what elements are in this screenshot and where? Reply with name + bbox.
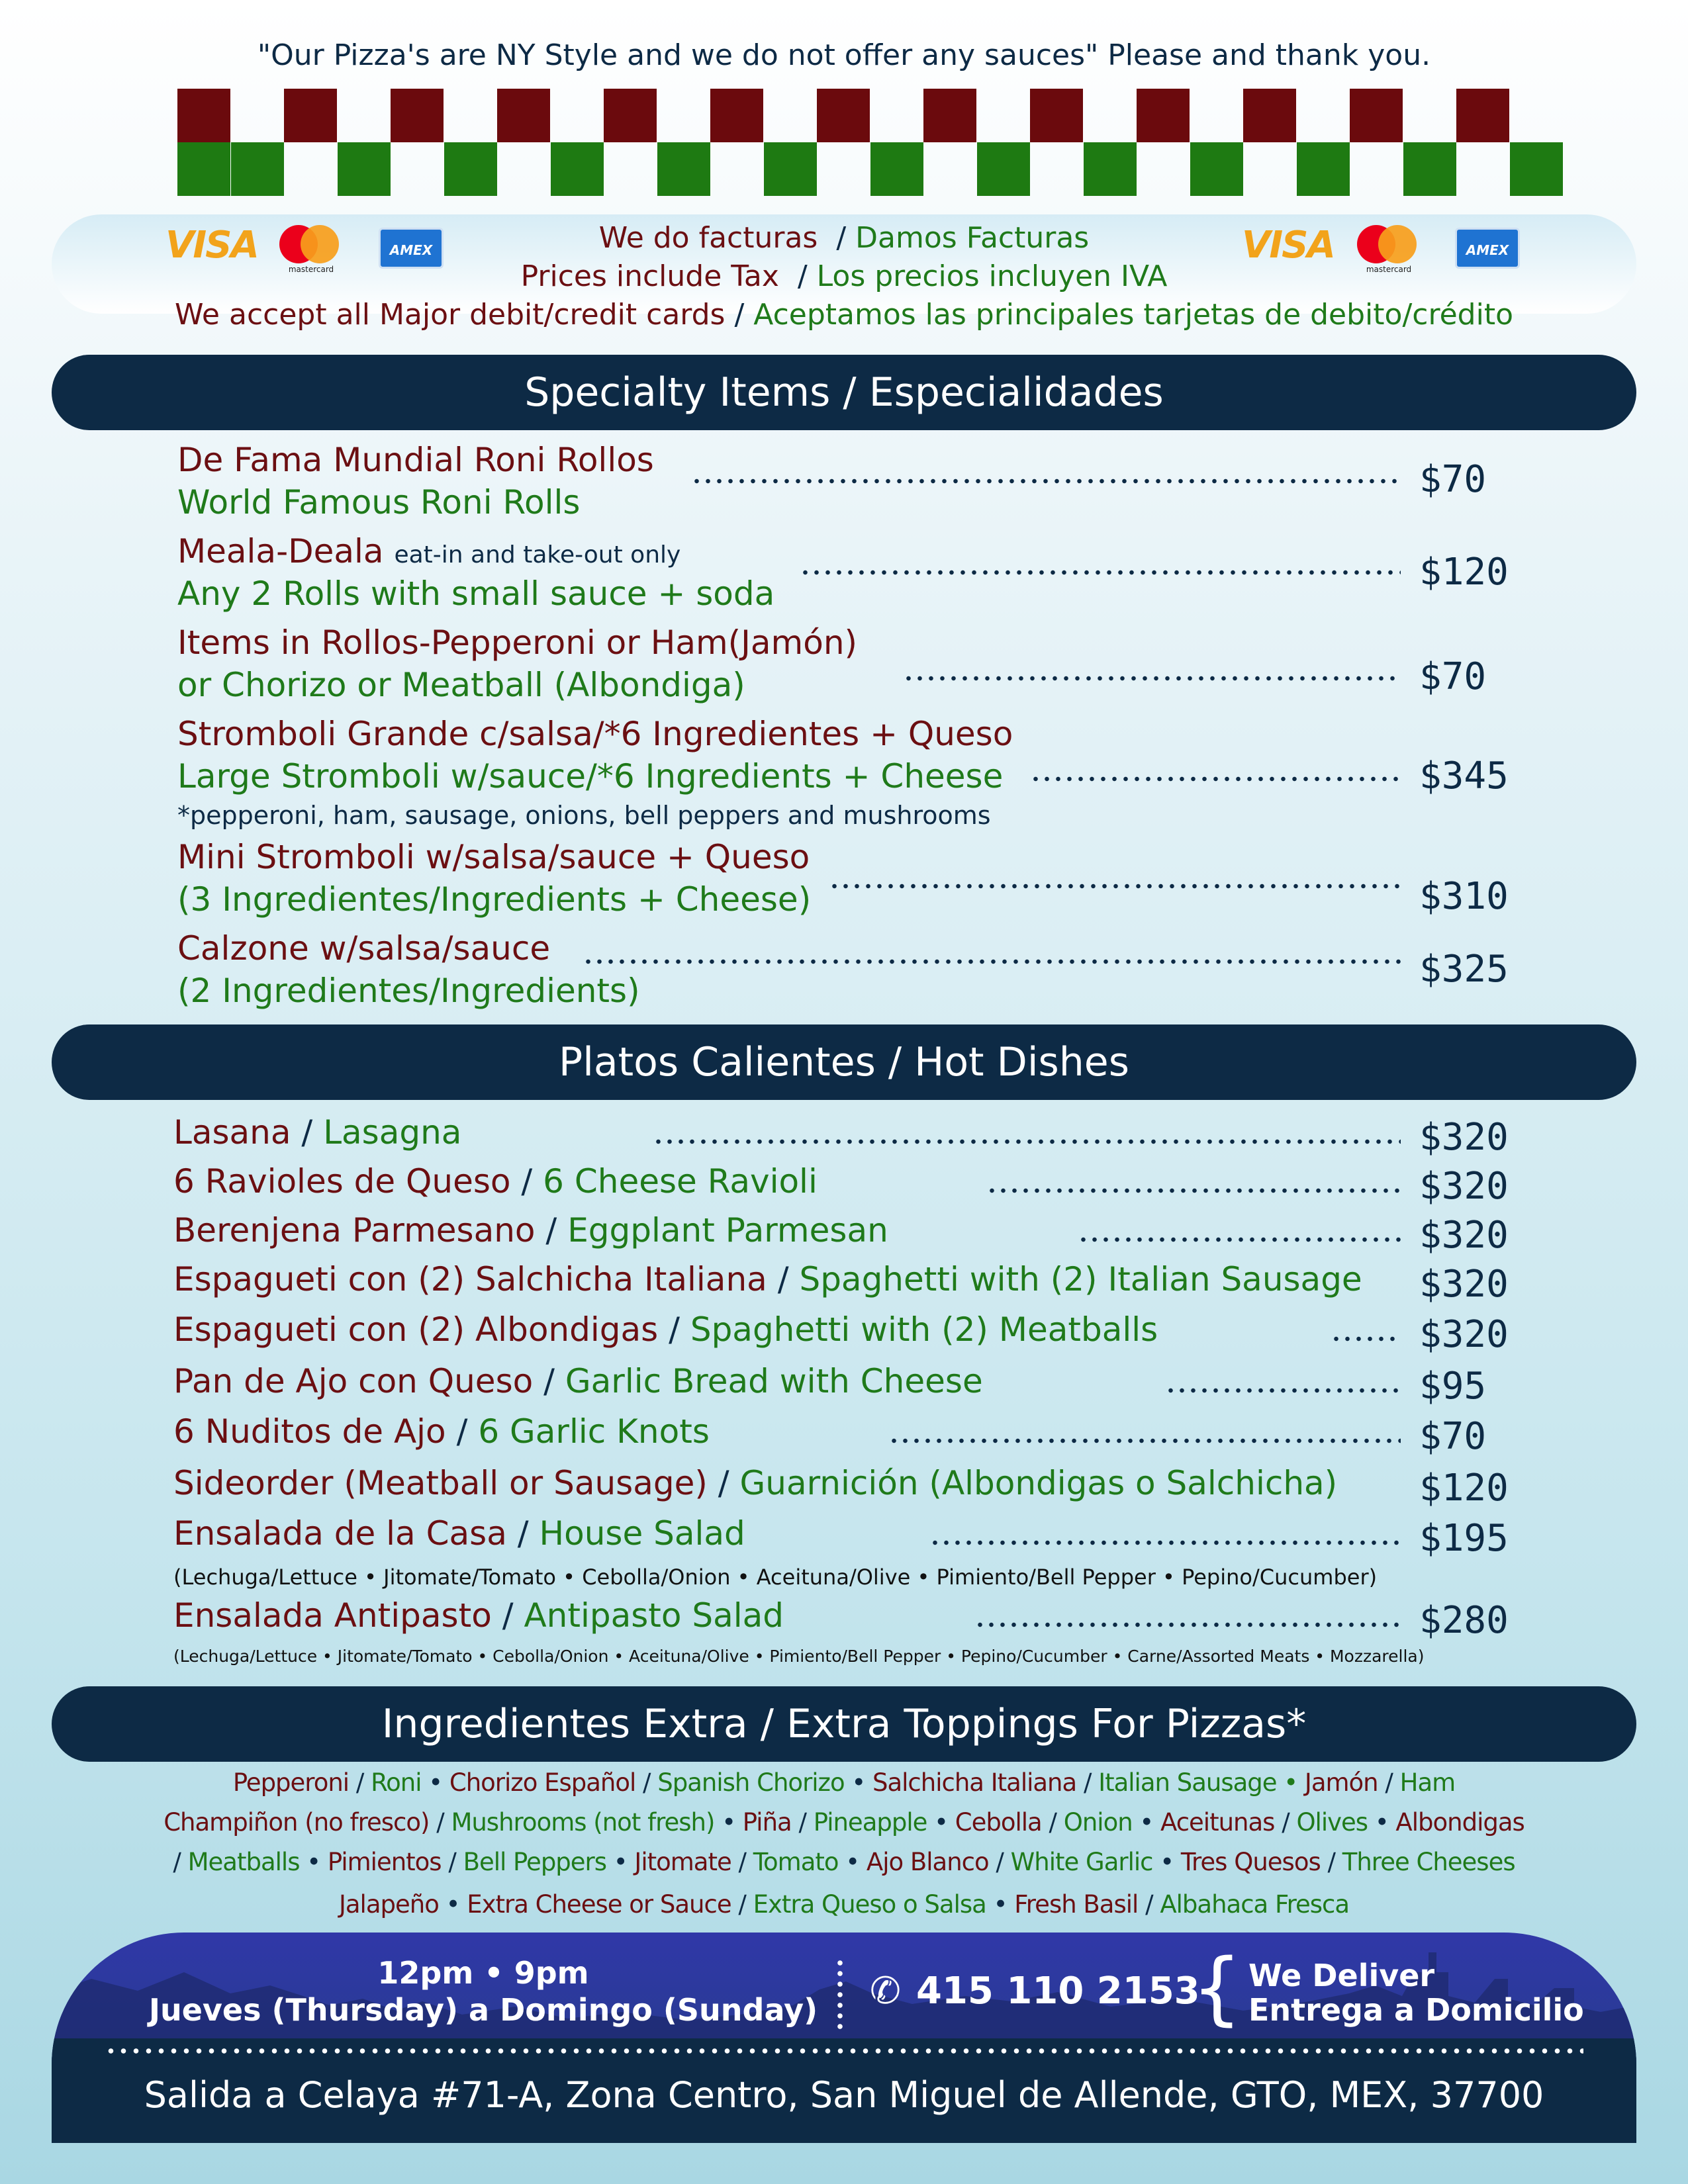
- hot-dish-price: $95: [1419, 1365, 1487, 1408]
- spec-1-price: $70: [1419, 458, 1487, 501]
- hot-dish-price: $320: [1419, 1263, 1509, 1306]
- checker-square: [1350, 89, 1403, 142]
- checker-square: [710, 89, 763, 142]
- hours-text: 12pm • 9pm: [377, 1955, 589, 1991]
- hot-dish-en: 6 Garlic Knots: [478, 1412, 710, 1451]
- dot-leader: [1078, 1236, 1401, 1243]
- hot-dish-en: House Salad: [539, 1514, 745, 1553]
- hot-dish-row: [173, 1162, 818, 1201]
- toppings-line-1: Pepperoni / Roni • Chorizo Español / Spanish Chorizo • Salchicha Italiana / Italian Sausage • Jamón / Ham: [232, 1768, 1456, 1797]
- phone-number[interactable]: 415 110 2153: [916, 1970, 1200, 2013]
- facturas-line: We do facturas / Damos Facturas: [598, 221, 1090, 255]
- hot-dish-en: Guarnición (Albondigas o Salchicha): [739, 1464, 1338, 1502]
- hot-dish-es: Berenjena Parmesano: [173, 1211, 536, 1250]
- checker-square: [1243, 89, 1296, 142]
- checker-square: [1030, 89, 1083, 142]
- brace-icon: {: [1192, 1942, 1243, 2034]
- visa-logo: VISA: [165, 224, 258, 267]
- toppings-header: Ingredientes Extra / Extra Toppings For Pizzas*: [52, 1686, 1636, 1762]
- hot-dish-row: [173, 1464, 1337, 1502]
- checker-square: [551, 142, 604, 196]
- tax-line: Prices include Tax / Los precios incluyen IVA: [520, 259, 1168, 293]
- hot-dish-en: Spaghetti with (2) Meatballs: [690, 1310, 1158, 1349]
- checker-square: [444, 142, 497, 196]
- dot-leader: [1030, 776, 1401, 782]
- visa-logo-right: VISA: [1242, 224, 1335, 267]
- deliver-es: Entrega a Domicilio: [1248, 1992, 1584, 2028]
- separator: /: [517, 1514, 529, 1553]
- dot-leader: [903, 675, 1401, 682]
- spec-6-en: (2 Ingredientes/Ingredients): [177, 972, 640, 1010]
- spec-3-en: or Chorizo or Meatball (Albondiga): [177, 666, 745, 704]
- checker-square: [1137, 89, 1190, 142]
- spec-1-en: World Famous Roni Rolls: [177, 483, 581, 522]
- checker-square: [1403, 142, 1456, 196]
- checker-square: [391, 89, 444, 142]
- checker-square: [177, 89, 230, 142]
- hot-dish-es: Espagueti con (2) Albondigas: [173, 1310, 659, 1349]
- mastercard-logo: mastercard: [279, 225, 343, 274]
- checker-square: [1190, 142, 1243, 196]
- amex-logo: AMEX: [379, 228, 444, 269]
- hot-dish-es: Ensalada de la Casa: [173, 1514, 507, 1553]
- spec-1-es: De Fama Mundial Roni Rollos: [177, 441, 654, 479]
- amex-logo-right: AMEX: [1455, 228, 1520, 269]
- separator: /: [502, 1596, 514, 1635]
- checker-square: [977, 142, 1030, 196]
- checker-square: [657, 142, 710, 196]
- spec-5-es: Mini Stromboli w/salsa/sauce + Queso: [177, 838, 810, 876]
- hot-dish-row: [173, 1260, 1362, 1298]
- hot-dish-row: [173, 1310, 1158, 1349]
- checker-square: [604, 89, 657, 142]
- antipasto-note: (Lechuga/Lettuce • Jitomate/Tomato • Cebolla/Onion • Aceituna/Olive • Pimiento/Bell Pepper • Pepino/Cucumber • Carne/Assorted Meats • Mozzarella): [173, 1647, 1425, 1666]
- specialty-header: Specialty Items / Especialidades: [52, 355, 1636, 430]
- toppings-line-2: Champiñon (no fresco) / Mushrooms (not fresh) • Piña / Pineapple • Cebolla / Onion • Aceitunas / Olives • Albondigas: [164, 1808, 1524, 1837]
- separator: /: [669, 1310, 680, 1349]
- separator: /: [545, 1211, 557, 1250]
- hot-dishes-header: Platos Calientes / Hot Dishes: [52, 1024, 1636, 1100]
- hot-dish-row: [173, 1113, 461, 1152]
- dot-leader: [583, 958, 1401, 965]
- spec-4-en: Large Stromboli w/sauce/*6 Ingredients + Cheese: [177, 757, 1004, 796]
- checker-square: [1297, 142, 1350, 196]
- spec-3-es: Items in Rollos-Pepperoni or Ham(Jamón): [177, 623, 858, 662]
- spec-2-note: eat-in and take-out only: [394, 541, 681, 569]
- separator: /: [456, 1412, 468, 1451]
- separator: /: [777, 1260, 789, 1298]
- checker-square: [497, 89, 550, 142]
- hot-dish-price: $320: [1419, 1165, 1509, 1208]
- checker-square: [177, 142, 230, 196]
- hot-dish-en: Spaghetti with (2) Italian Sausage: [799, 1260, 1362, 1298]
- address-text: Salida a Celaya #71-A, Zona Centro, San Miguel de Allende, GTO, MEX, 37700: [144, 2074, 1544, 2116]
- checker-square: [1084, 142, 1137, 196]
- house-salad-note: (Lechuga/Lettuce • Jitomate/Tomato • Cebolla/Onion • Aceituna/Olive • Pimiento/Bell Pepper • Pepino/Cucumber): [173, 1565, 1378, 1590]
- dot-leader: [829, 883, 1401, 889]
- hot-dish-en: 6 Cheese Ravioli: [543, 1162, 818, 1201]
- spec-2-price: $120: [1419, 551, 1509, 594]
- spec-4-price: $345: [1419, 754, 1509, 797]
- hot-dish-price: $70: [1419, 1415, 1487, 1458]
- checker-square: [284, 89, 337, 142]
- dot-leader: [888, 1437, 1401, 1444]
- hot-dish-row: [173, 1412, 710, 1451]
- checker-square: [338, 142, 391, 196]
- dot-leader: [986, 1187, 1401, 1194]
- spec-5-price: $310: [1419, 875, 1509, 918]
- days-text: Jueves (Thursday) a Domingo (Sunday): [148, 1992, 818, 2028]
- checker-square: [923, 89, 976, 142]
- hot-dish-es: 6 Nuditos de Ajo: [173, 1412, 446, 1451]
- checker-square: [764, 142, 817, 196]
- spec-2-en: Any 2 Rolls with small sauce + soda: [177, 574, 775, 613]
- hot-dish-en: Garlic Bread with Cheese: [565, 1362, 983, 1400]
- spec-5-en: (3 Ingredientes/Ingredients + Cheese): [177, 880, 812, 919]
- deliver-en: We Deliver: [1248, 1958, 1435, 1993]
- separator: /: [543, 1362, 555, 1400]
- footer-divider: [837, 1958, 843, 2030]
- hot-dish-price: $320: [1419, 1116, 1509, 1159]
- checker-square: [870, 142, 923, 196]
- spec-4-es: Stromboli Grande c/salsa/*6 Ingredientes + Queso: [177, 715, 1013, 753]
- hot-dish-row: [173, 1211, 888, 1250]
- footer-dot-line: [105, 2048, 1583, 2054]
- checkerboard-decoration: [177, 89, 1509, 196]
- hot-dish-es: Lasana: [173, 1113, 291, 1152]
- separator: /: [718, 1464, 729, 1502]
- dot-leader: [653, 1138, 1401, 1145]
- dot-leader: [929, 1539, 1401, 1546]
- hot-dish-es: Sideorder (Meatball or Sausage): [173, 1464, 708, 1502]
- hot-dish-row: [173, 1514, 745, 1553]
- hot-dish-es: 6 Ravioles de Queso: [173, 1162, 511, 1201]
- checker-square: [1510, 142, 1563, 196]
- hot-dish-row: [173, 1596, 784, 1635]
- checker-square: [231, 142, 284, 196]
- hot-dish-es: Pan de Ajo con Queso: [173, 1362, 534, 1400]
- spec-4-note: *pepperoni, ham, sausage, onions, bell peppers and mushrooms: [177, 801, 991, 830]
- hot-dish-price: $320: [1419, 1214, 1509, 1257]
- hot-dish-row: [173, 1362, 983, 1400]
- checker-square: [1456, 89, 1509, 142]
- phone-icon[interactable]: ✆: [870, 1970, 901, 2013]
- spec-6-es: Calzone w/salsa/sauce: [177, 929, 551, 968]
- toppings-line-3: / Meatballs • Pimientos / Bell Peppers • Jitomate / Tomato • Ajo Blanco / White Garlic • Tres Quesos / Three Cheeses: [173, 1848, 1515, 1876]
- hot-dish-en: Lasagna: [323, 1113, 462, 1152]
- spec-3-price: $70: [1419, 655, 1487, 698]
- hot-dish-es: Ensalada Antipasto: [173, 1596, 492, 1635]
- dot-leader: [974, 1621, 1401, 1628]
- hot-dish-en: Eggplant Parmesan: [567, 1211, 888, 1250]
- hot-dish-price: $120: [1419, 1467, 1509, 1510]
- toppings-line-4: Jalapeño • Extra Cheese or Sauce / Extra Queso o Salsa • Fresh Basil / Albahaca Fresca: [338, 1890, 1350, 1919]
- cards-line: We accept all Major debit/credit cards / Aceptamos las principales tarjetas de debito/crédito: [175, 298, 1513, 332]
- hot-dish-price: $280: [1419, 1599, 1509, 1642]
- hot-dish-price: $320: [1419, 1313, 1509, 1356]
- hot-dish-en: Antipasto Salad: [524, 1596, 784, 1635]
- separator: /: [521, 1162, 533, 1201]
- separator: /: [301, 1113, 313, 1152]
- dot-leader: [800, 569, 1401, 576]
- spec-2-es: Meala-Deala eat-in and take-out only: [177, 532, 681, 570]
- top-note: "Our Pizza's are NY Style and we do not offer any sauces" Please and thank you.: [257, 38, 1431, 72]
- spec-6-price: $325: [1419, 948, 1509, 991]
- dot-leader: [1165, 1387, 1401, 1394]
- hot-dish-es: Espagueti con (2) Salchicha Italiana: [173, 1260, 767, 1298]
- dot-leader: [1331, 1336, 1401, 1342]
- hot-dish-price: $195: [1419, 1517, 1509, 1560]
- mastercard-logo-right: mastercard: [1357, 225, 1421, 274]
- checker-square: [817, 89, 870, 142]
- dot-leader: [691, 478, 1401, 484]
